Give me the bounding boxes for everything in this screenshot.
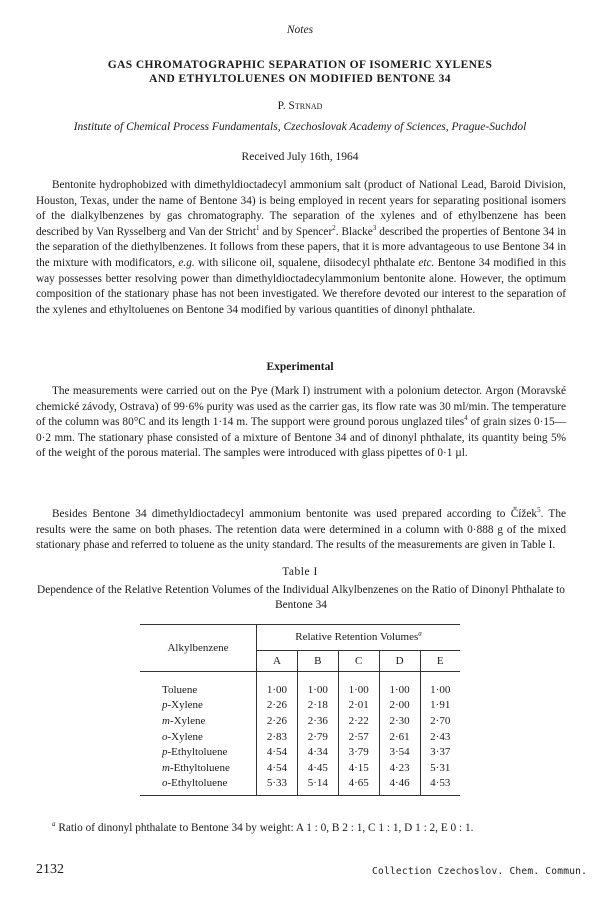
- author: P. Strnad: [277, 100, 323, 112]
- table-cell-value: 4·46: [379, 776, 420, 796]
- received-date: Received July 16th, 1964: [241, 151, 359, 163]
- table-cell-value: 2·70: [420, 713, 460, 729]
- table-cell-value: 4·54: [266, 746, 288, 759]
- table-cell-value: 1·91: [420, 698, 460, 714]
- table-row: [140, 760, 460, 776]
- ref-1: 1: [256, 224, 260, 233]
- experimental-paragraph-2: Besides Bentone 34 dimethyldioctadecyl ammonium bentonite was used prepared according to Čížek$^5$. The results were the same on both phases. The retention data were determined in a column with 0·888 g of the mixed stationary phase and referred to toluene as the unity standard. The results of the measurements are given in Table I.: [36, 506, 566, 552]
- ref-2: 2: [332, 224, 336, 233]
- table-row: [140, 776, 460, 796]
- table-cell-compound: p-Ethyltoluene: [140, 744, 257, 760]
- table-cell-value: 2·01: [338, 698, 379, 714]
- table-cell-value: 5·14: [297, 776, 338, 796]
- table-cell-value: 2·26: [266, 714, 288, 727]
- table-cell-value: 2·22: [338, 713, 379, 729]
- table-cell-value: 4·53: [420, 776, 460, 796]
- affiliation: Institute of Chemical Process Fundamentals, Czechoslovak Academy of Sciences, Prague-Suchdol: [73, 121, 527, 133]
- intro-paragraph: Bentonite hydrophobized with dimethyldioctadecyl ammonium salt (product of National Lead, Baroid Division, Houston, Texas, under the name of Bentone 34) is being employed in recent years for separating positional isomers of the dialkylbenzenes by gas chromatography. The separation of the xylenes and of ethylbenzene has been described by Van Rysselberg and Van der Stricht$^1$ and by Spencer$^2$. Blacke$^3$ described the properties of Bentone 34 in the separation of the diethylbenzenes. It follows from these papers, that it is more advantageous to use Bentone 34 in the mixture with modificators, e.g. with silicone oil, squalene, diisodecyl phthalate etc. Bentone 34 modified in this way possesses better resolving power than dimethyldioctadecylammonium bentonite alone. However, the optimum composition of the stationary phase has not been investigated. We therefore devoted our interest to the separation of the xylenes and ethyltoluenes on Bentone 34 modified by various quantities of dinonyl phthalate.: [36, 179, 567, 316]
- table-cell-value: 1·00: [297, 672, 338, 698]
- table-cell-value: 1·00: [420, 672, 460, 698]
- table-cell-value: 2·79: [297, 729, 338, 745]
- table-cell-value: 3·37: [420, 744, 460, 760]
- table-header-alkylbenzene: Alkylbenzene: [140, 625, 257, 672]
- article-title-line-2: AND ETHYLTOLUENES ON MODIFIED BENTONE 34: [149, 73, 451, 85]
- table-cell-value: 4·34: [297, 744, 338, 760]
- table-cell-value: 2·26: [266, 699, 288, 712]
- table-cell-compound: o-Xylene: [140, 729, 257, 745]
- table-caption: Dependence of the Relative Retention Volumes of the Individual Alkylbenzenes on the Ratio of Dinonyl Phthalate to Bentone 34: [37, 584, 565, 611]
- table-cell-value: 5·31: [420, 760, 460, 776]
- table-cell-value: 2·18: [297, 698, 338, 714]
- table-cell-value: 4·45: [297, 760, 338, 776]
- table-body: [140, 672, 460, 796]
- table-row: [140, 672, 460, 698]
- table-cell-value: 3·54: [379, 744, 420, 760]
- table-cell-value: 4·54: [266, 761, 288, 774]
- table-cell-compound: o-Ethyltoluene: [140, 776, 257, 796]
- page-number: 2132: [36, 862, 64, 877]
- journal-name: Collection Czechoslov. Chem. Commun.: [372, 866, 588, 877]
- section-heading-experimental: Experimental: [266, 361, 334, 373]
- table-cell-value: 2·30: [379, 713, 420, 729]
- table-cell-value: 1·00: [338, 672, 379, 698]
- table-cell-compound: p-Xylene: [140, 698, 257, 714]
- table-row: [140, 729, 460, 745]
- table-cell-value: 2·57: [338, 729, 379, 745]
- table-col-d: D: [379, 650, 420, 671]
- table-cell-value: 5·33: [257, 776, 298, 796]
- table-cell-compound: m-Ethyltoluene: [140, 760, 257, 776]
- article-title: [40, 58, 560, 86]
- table-cell-value: 2·61: [379, 729, 420, 745]
- ref-5: 5: [537, 506, 541, 515]
- table-cell-compound: Toluene: [140, 672, 257, 698]
- retention-table: [140, 624, 460, 796]
- table-cell-value: 2·83: [266, 730, 288, 743]
- table-cell-value: 1·00: [379, 672, 420, 698]
- table-cell-value: 4·23: [379, 760, 420, 776]
- table-cell-value: 2·43: [420, 729, 460, 745]
- table-cell-value: 3·79: [338, 744, 379, 760]
- table-header-group: Relative Retention Volumes$^a$: [257, 625, 461, 651]
- experimental-paragraph-1: The measurements were carried out on the Pye (Mark I) instrument with a polonium detector. Argon (Moravské chemické závody, Ostrava) of 99·6% purity was used as the carrier gas, its flow rate was 30 ml/min. The temperature of the column was 80°C and its length 1·14 m. The support were ground porous unglazed tiles$^4$ of grain sizes 0·15—0·2 mm. The stationary phase consisted of a mixture of Bentone 34 and of dinonyl phthalate, its quantity being 5% of the weight of the porous material. The samples were introduced with glass pipettes of 0·1 µl.: [36, 385, 566, 460]
- running-head: Notes: [286, 24, 314, 36]
- table-cell-compound: m-Xylene: [140, 713, 257, 729]
- table-cell-value: 1·00: [266, 683, 288, 696]
- ref-4: 4: [464, 414, 468, 423]
- table-col-c: C: [338, 650, 379, 671]
- article-title-line-1: GAS CHROMATOGRAPHIC SEPARATION OF ISOMERIC XYLENES: [107, 59, 493, 71]
- table-col-b: B: [297, 650, 338, 671]
- ref-3: 3: [372, 224, 377, 233]
- table-cell-value: 2·00: [379, 698, 420, 714]
- table-row: [140, 698, 460, 714]
- table-col-e: E: [420, 650, 460, 671]
- table-row: [140, 713, 460, 729]
- table-col-a: A: [257, 650, 298, 671]
- table-row: [140, 744, 460, 760]
- table-cell-value: 4·65: [338, 776, 379, 796]
- table-footnote: $^a$ Ratio of dinonyl phthalate to Bentone 34 by weight: A 1 : 0, B 2 : 1, C 1 : 1, D 1 : 2, E 0 : 1.: [52, 820, 474, 834]
- table-cell-value: 4·15: [338, 760, 379, 776]
- table-cell-value: 2·36: [297, 713, 338, 729]
- table-label: Table I: [282, 566, 318, 578]
